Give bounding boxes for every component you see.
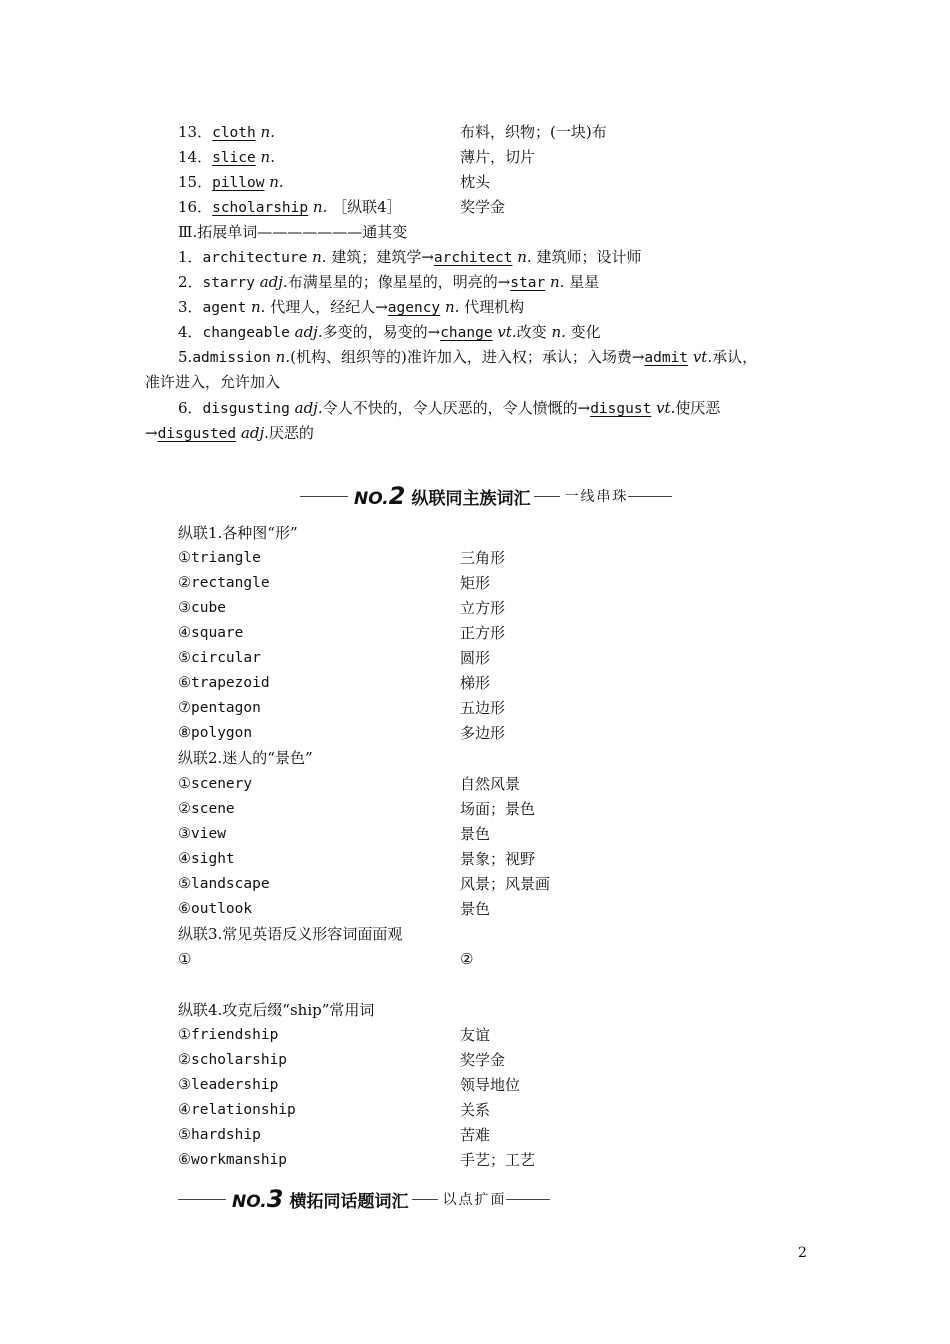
banner-subtitle: 以点扩面 bbox=[442, 1192, 507, 1208]
banner-number: NO.3 bbox=[232, 1185, 284, 1213]
section-banner-3 bbox=[178, 1184, 550, 1214]
divider bbox=[628, 496, 672, 497]
divider bbox=[300, 496, 348, 497]
derivation-item: 5.admission n.(机构、组织等的)准许加入，进入权；承认；入场费→admit vt.承认， bbox=[178, 348, 758, 366]
derivation-item: 4．changeable adj.多变的，易变的→change vt.改变 n. 变化 bbox=[178, 323, 601, 341]
divider bbox=[506, 1199, 550, 1200]
divider bbox=[412, 1199, 438, 1200]
section-banner-2 bbox=[300, 481, 672, 511]
derivation-item: 3．agent n. 代理人，经纪人→agency n. 代理机构 bbox=[178, 298, 525, 316]
banner-title: 纵联同主族词汇 bbox=[411, 488, 531, 509]
group-heading: 纵联3.常见英语反义形容词面面观 bbox=[178, 925, 403, 943]
derivation-item-continued: →disgusted adj.厌恶的 bbox=[145, 424, 314, 442]
divider bbox=[534, 496, 560, 497]
page-number: 2 bbox=[798, 1245, 807, 1261]
derivation-item: 1．architecture n. 建筑；建筑学→architect n. 建筑师；设计师 bbox=[178, 248, 642, 266]
derivation-item-continued: 准许进入，允许加入 bbox=[145, 373, 281, 391]
banner-subtitle: 一线串珠 bbox=[564, 489, 629, 505]
banner-number: NO.2 bbox=[354, 482, 406, 510]
derivation-item: 6．disgusting adj.令人不快的，令人厌恶的，令人愤慨的→disgust vt.使厌恶 bbox=[178, 399, 721, 417]
group-heading: 纵联2.迷人的“景色” bbox=[178, 749, 313, 767]
group-heading: 纵联1.各种图“形” bbox=[178, 524, 298, 542]
banner-title: 横拓同话题词汇 bbox=[289, 1191, 409, 1212]
group-heading: 纵联4.攻克后缀“ship”常用词 bbox=[178, 1001, 375, 1019]
derivation-item: 2．starry adj.布满星星的；像星星的，明亮的→star n. 星星 bbox=[178, 273, 600, 291]
divider bbox=[178, 1199, 226, 1200]
section-heading: Ⅲ.拓展单词———————通其变 bbox=[178, 223, 408, 241]
